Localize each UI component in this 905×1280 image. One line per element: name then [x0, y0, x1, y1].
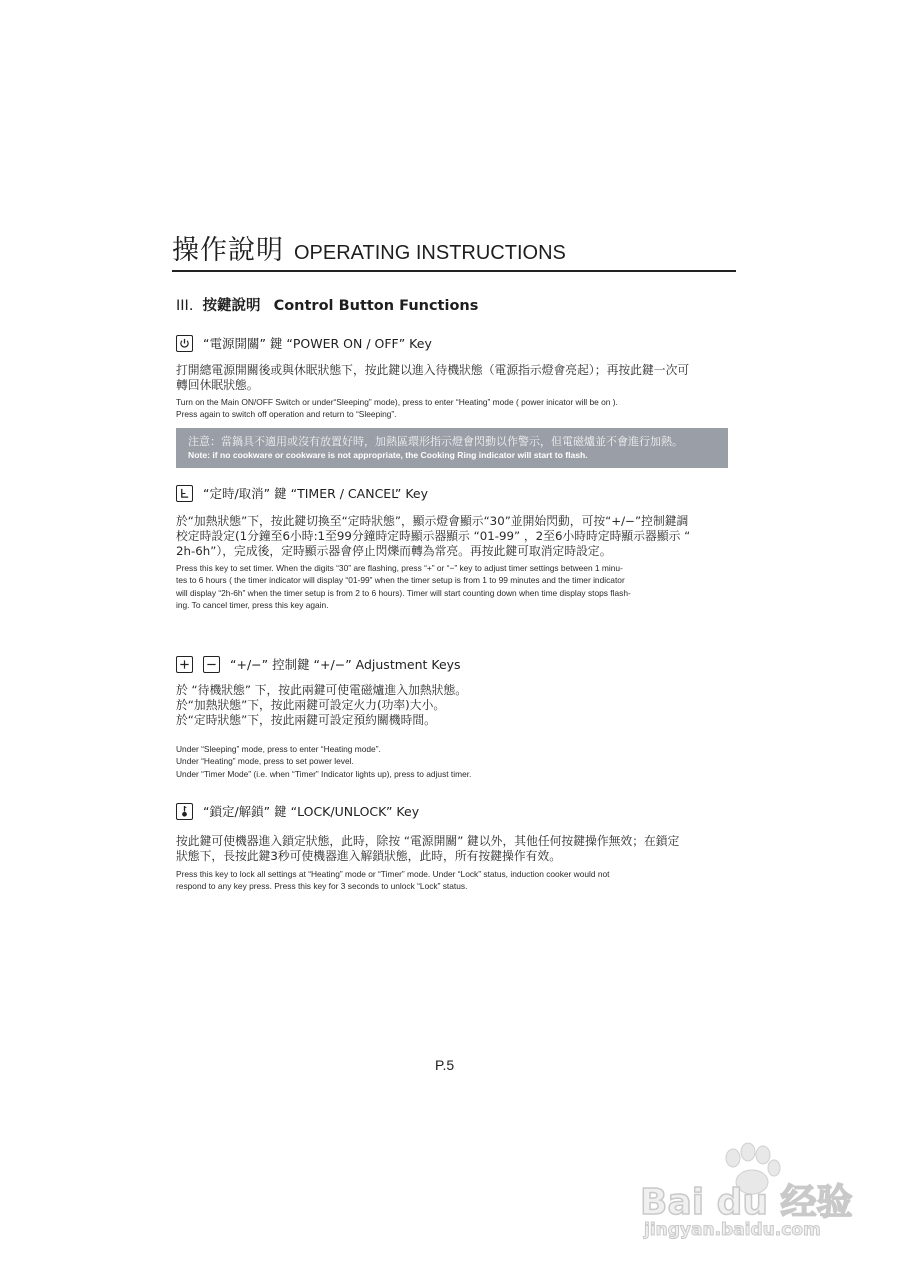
text-line: 於“定時狀態”下，按此兩鍵可設定預約關機時間。 [176, 713, 436, 727]
power-key-desc-zh [176, 363, 689, 393]
text-line: Press this key to set timer. When the digits “30” are flashing, press “+” or “−” key to adjust timer settings between 1 minu- [176, 563, 623, 573]
adjust-key-desc-zh [176, 683, 467, 728]
section-heading [176, 294, 478, 315]
text-line: respond to any key press. Press this key for 3 seconds to unlock “Lock” status. [176, 881, 468, 892]
section-title-zh: 按鍵說明 [202, 298, 261, 314]
text-line: 2h-6h”），完成後，定時顯示器會停止閃爍而轉為常亮。再按此鍵可取消定時設定。 [176, 544, 612, 558]
note-en: Note: if no cookware or cookware is not appropriate, the Cooking Ring indicator will start to flash. [188, 450, 588, 460]
baidu-watermark [640, 1140, 865, 1250]
text-line: Under “Sleeping” mode, press to enter “Heating mode”. [176, 744, 381, 754]
timer-key-label: “定時/取消” 鍵 “TIMER / CANCEL” Key [203, 486, 428, 501]
power-key-label: “電源開關” 鍵 “POWER ON / OFF” Key [203, 336, 432, 351]
lock-icon [176, 803, 193, 820]
text-line: 轉回休眠狀態。 [176, 378, 259, 392]
text-line: Turn on the Main ON/OFF Switch or under“Sleeping” mode), press to enter “Heating” mode ( power inicator will be on ). [176, 397, 618, 407]
text-line: Under “Timer Mode” (i.e. when “Timer” Indicator lights up), press to adjust timer. [176, 768, 472, 779]
watermark-url: jingyan.baidu.com [644, 1220, 821, 1240]
note-box [176, 428, 728, 468]
text-line: 校定時設定(1分鐘至6小時:1至99分鐘時定時顯示器顯示 “01-99” ，2至6小時時定時顯示器顯示 “ [176, 529, 691, 543]
text-line: Press this key to lock all settings at “Heating” mode or “Timer” mode. Under “Lock” status, induction cooker would not [176, 869, 610, 879]
timer-key-desc-en [176, 562, 631, 612]
section-title-en: Control Button Functions [273, 298, 479, 314]
lock-key-label: “鎖定/解鎖” 鍵 “LOCK/UNLOCK” Key [203, 804, 420, 819]
adjust-key-heading [176, 655, 461, 673]
page-title [172, 234, 736, 272]
text-line: will display “2h-6h” when the timer setup is from 2 to 6 hours). Timer will start counting down when time display stops flash- [176, 587, 631, 598]
text-line: 於 “待機狀態” 下，按此兩鍵可使電磁爐進入加熱狀態。 [176, 683, 468, 697]
text-line: Under “Heating” mode, press to set power level. [176, 756, 354, 767]
text-line: 打開總電源開關後或與休眠狀態下，按此鍵以進入待機狀態（電源指示燈會亮起）；再按此鍵一次可 [176, 363, 690, 377]
page-title-zh: 操作說明 [172, 235, 284, 266]
note-zh: 注意：當鍋具不適用或沒有放置好時，加熱區環形指示燈會閃動以作警示，但電磁爐並不會進行加熱。 [188, 435, 683, 448]
minus-icon [203, 656, 220, 673]
timer-key-heading [176, 484, 428, 502]
power-icon [176, 335, 193, 352]
text-line: 於“加熱狀態”下，按此鍵切換至“定時狀態”，顯示燈會顯示“30”並開始閃動，可按“+/−”控制鍵調 [176, 514, 689, 528]
plus-icon [176, 656, 193, 673]
timer-key-desc-zh [176, 514, 690, 559]
lock-key-desc-en [176, 868, 610, 893]
adjust-key-desc-en [176, 743, 471, 780]
text-line: tes to 6 hours ( the timer indicator will display “01-99” when the timer setup is from 1 to 99 minutes and the timer indicator [176, 575, 625, 586]
watermark-brand: Bai du 经验 [640, 1182, 853, 1223]
power-key-heading [176, 334, 432, 352]
adjust-key-label: “+/−” 控制鍵 “+/−” Adjustment Keys [230, 657, 461, 672]
text-line: 於“加熱狀態”下，按此兩鍵可設定火力(功率)大小。 [176, 698, 446, 712]
timer-icon [176, 485, 193, 502]
text-line: 狀態下，長按此鍵3秒可使機器進入解鎖狀態，此時，所有按鍵操作有效。 [176, 849, 562, 863]
page-title-en: OPERATING INSTRUCTIONS [294, 242, 566, 264]
page-number: P.5 [435, 1057, 455, 1073]
section-number: III. [176, 298, 194, 314]
text-line: ing. To cancel timer, press this key again. [176, 600, 329, 611]
lock-key-desc-zh [176, 834, 679, 864]
lock-key-heading [176, 802, 419, 820]
power-key-desc-en [176, 396, 618, 421]
text-line: Press again to switch off operation and return to “Sleeping”. [176, 409, 397, 420]
text-line: 按此鍵可使機器進入鎖定狀態，此時，除按 “電源開關” 鍵以外，其他任何按鍵操作無效；在鎖定 [176, 834, 680, 848]
